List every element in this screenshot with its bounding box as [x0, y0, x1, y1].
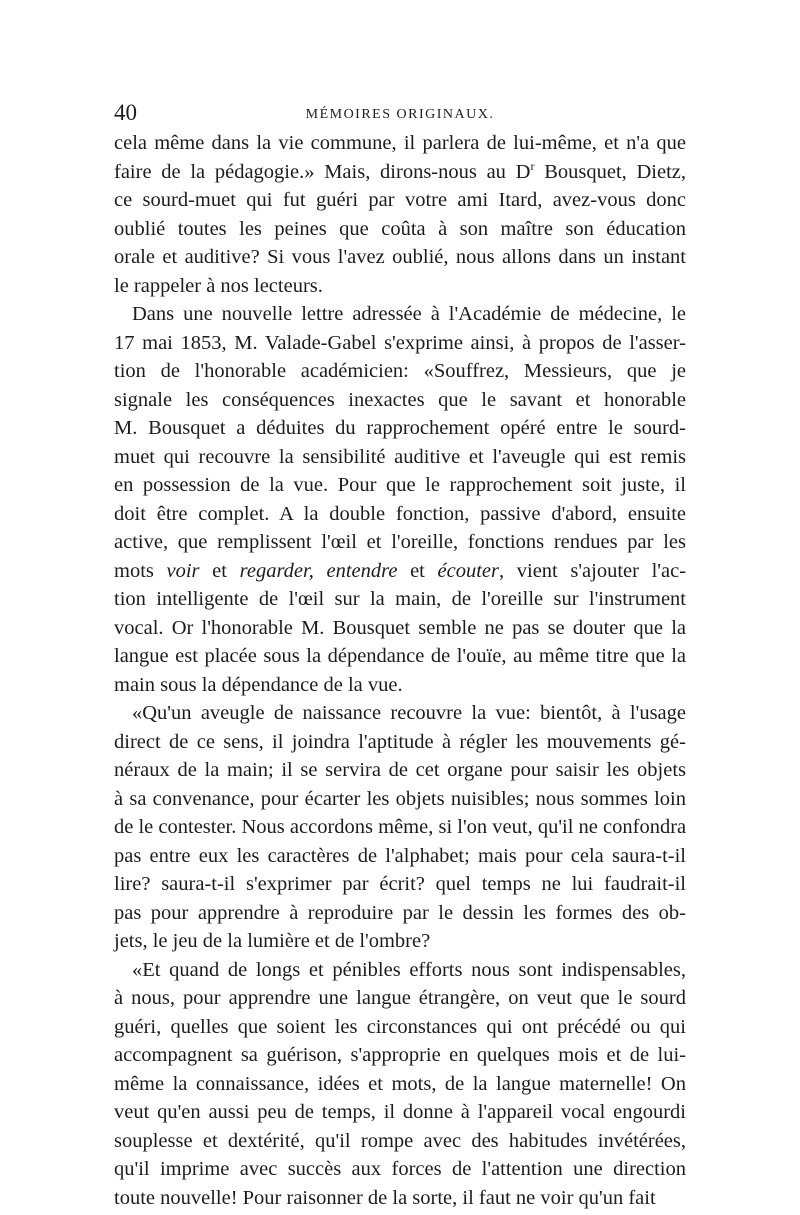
text-line [114, 186, 686, 215]
text-segment: Dans une nouvelle lettre adressée à l'Académie de médecine, le [132, 303, 686, 325]
text-segment: langue est placée sous la dépendance de l'ouïe, au même titre que la [114, 645, 686, 667]
text-line [114, 1098, 686, 1127]
text-segment: tion intelligente de l'œil sur la main, de l'oreille sur l'instrument [114, 588, 686, 610]
text-segment: doit être complet. A la double fonction, passive d'abord, ensuite [114, 502, 686, 525]
text-segment: même la connaissance, idées et mots, de la langue maternelle! On [114, 1072, 686, 1095]
text-segment: et [199, 559, 240, 582]
text-segment: jets, le jeu de la lumière et de l'ombre? [114, 930, 431, 952]
text-line [114, 215, 686, 244]
text-segment: main sous la dépendance de la vue. [114, 673, 403, 696]
text-line [114, 272, 686, 301]
text-segment: de le contester. Nous accordons même, si l'on veut, qu'il ne confondra [114, 816, 687, 838]
text-line [114, 158, 686, 187]
text-line [114, 129, 686, 158]
text-segment: néraux de la main; il se servira de cet organe pour saisir les objets [114, 759, 686, 781]
text-line [114, 899, 686, 928]
text-segment: «Et quand de longs et pénibles efforts nous sont indispensables, [132, 958, 686, 981]
text-line [114, 585, 686, 614]
text-line [114, 557, 686, 586]
page-number: 40 [114, 100, 137, 125]
text-segment: qu'il imprime avec succès aux forces de l'attention une direction [114, 1158, 686, 1180]
text-segment: pas pour apprendre à reproduire par le dessin les formes des ob- [114, 901, 686, 924]
text-segment: cela même dans la vie commune, il parlera de lui-même, et n'a que [114, 132, 686, 154]
text-line [114, 414, 686, 443]
text-segment: M. Bousquet a déduites du rapprochement opéré entre le sourd- [114, 417, 686, 439]
text-segment: oublié toutes les peines que coûta à son maître son éducation [114, 217, 686, 240]
text-line [114, 956, 686, 985]
text-segment: veut qu'en aussi peu de temps, il donne à l'appareil vocal engourdi [114, 1101, 686, 1123]
text-line [114, 728, 686, 757]
text-segment: mots [114, 559, 167, 582]
text-segment: muet qui recouvre la sensibilité auditive et l'aveugle qui est remis [114, 445, 686, 468]
text-segment: à sa convenance, pour écarter les objets nuisibles; nous sommes loin [114, 787, 686, 810]
text-line [114, 614, 686, 643]
text-line [114, 813, 686, 842]
text-line [114, 927, 686, 956]
text-segment: 17 mai 1853, M. Valade-Gabel s'exprime ainsi, à propos de l'asser- [114, 331, 686, 354]
text-line [114, 357, 686, 386]
text-segment: en possession de la vue. Pour que le rapprochement soit juste, il [114, 474, 686, 496]
text-segment: tion de l'honorable académicien: «Souffrez, Messieurs, que je [114, 360, 686, 382]
text-segment: , vient s'ajouter l'ac- [499, 559, 687, 582]
text-segment: le rappeler à nos lecteurs. [114, 274, 323, 297]
italic-text: regarder, entendre [239, 559, 398, 582]
text-line [114, 1013, 686, 1042]
text-segment: direct de ce sens, il joindra l'aptitude à régler les mouvements gé- [114, 730, 686, 753]
text-line [114, 842, 686, 871]
text-line [114, 671, 686, 700]
text-line [114, 984, 686, 1013]
body-text [114, 129, 686, 1212]
running-title: MÉMOIRES ORIGINAUX. [305, 107, 495, 122]
text-segment: et [397, 559, 438, 582]
italic-text: écouter [437, 559, 499, 582]
text-segment: «Qu'un aveugle de naissance recouvre la vue: bientôt, à l'usage [132, 702, 686, 724]
text-line [114, 300, 686, 329]
text-line [114, 386, 686, 415]
text-segment: orale et auditive? Si vous l'avez oublié, nous allons dans un instant [114, 246, 686, 268]
text-segment: Bousquet, Dietz, [534, 160, 687, 183]
text-segment: active, que remplissent l'œil et l'oreille, fonctions rendues par les [114, 531, 686, 553]
page-header [114, 98, 686, 128]
text-segment: ce sourd-muet qui fut guéri par votre ami Itard, avez-vous donc [114, 189, 686, 211]
superscript-text: r [530, 158, 535, 173]
text-segment: faire de la pédagogie.» Mais, dirons-nous au D [114, 160, 531, 183]
text-segment: accompagnent sa guérison, s'approprie en quelques mois et de lui- [114, 1044, 686, 1066]
text-segment: lire? saura-t-il s'exprimer par écrit? quel temps ne lui faudrait-il [114, 873, 686, 895]
text-line [114, 500, 686, 529]
text-line [114, 699, 686, 728]
text-segment: vocal. Or l'honorable M. Bousquet semble ne pas se douter que la [114, 616, 686, 639]
text-line [114, 243, 686, 272]
text-line [114, 756, 686, 785]
text-line [114, 1184, 686, 1213]
text-line [114, 785, 686, 814]
text-line [114, 329, 686, 358]
text-line [114, 1070, 686, 1099]
text-segment: toute nouvelle! Pour raisonner de la sorte, il faut ne voir qu'un fait [114, 1186, 656, 1209]
text-line [114, 443, 686, 472]
text-segment: à nous, pour apprendre une langue étrangère, on veut que le sourd [114, 987, 686, 1009]
text-line [114, 528, 686, 557]
text-segment: signale les conséquences inexactes que le savant et honorable [114, 388, 686, 411]
text-line [114, 1155, 686, 1184]
text-line [114, 471, 686, 500]
italic-text: voir [166, 559, 200, 582]
text-line [114, 642, 686, 671]
text-segment: souplesse et dextérité, qu'il rompe avec des habitudes invétérées, [114, 1129, 686, 1152]
text-line [114, 1127, 686, 1156]
text-segment: guéri, quelles que soient les circonstances qui ont précédé ou qui [114, 1015, 686, 1038]
text-line [114, 870, 686, 899]
text-line [114, 1041, 686, 1070]
text-segment: pas entre eux les caractères de l'alphabet; mais pour cela saura-t-il [114, 844, 686, 867]
